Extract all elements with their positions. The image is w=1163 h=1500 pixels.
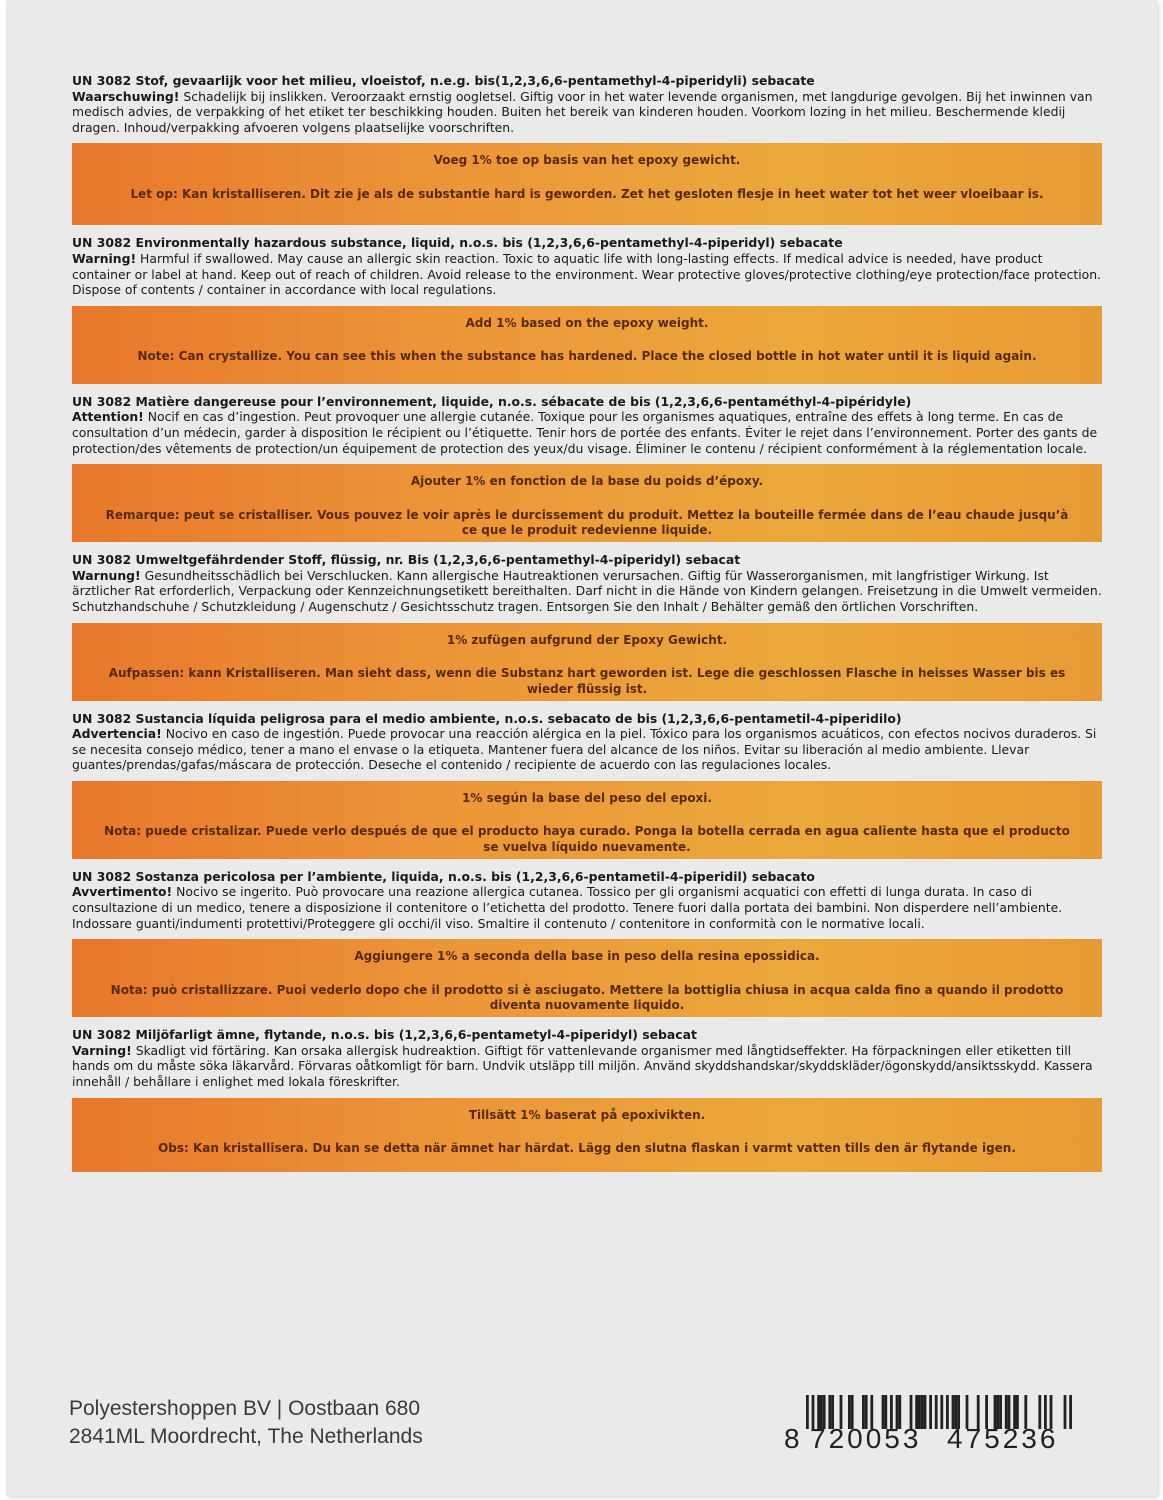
ean-barcode [784,1395,1084,1459]
usage-band-nl [72,143,1102,225]
hazard-statement-fr [72,394,1102,456]
usage-band-en [72,306,1102,384]
dosage-text: 1% según la base del peso del epoxi. [462,790,712,805]
warning-label: Warnung! [72,567,141,583]
hazard-statement-it [72,869,1102,931]
hazard-title: UN 3082 Miljöfarligt ämne, flytande, n.o.s. bis (1,2,3,6,6-pentametyl-4-piperidyl) sebacat [72,1027,697,1043]
barcode-bar [806,1395,809,1429]
usage-band-fr [72,464,1102,542]
hazard-text [72,726,1102,773]
warning-label: Warning! [72,250,137,266]
warning-text: Harmful if swallowed. May cause an allergic skin reaction. Toxic to aquatic life with long-lasting effects. If medical advice is needed, have product container or label at hand. Keep out of reach of children. Avoid release to the environment. Wear protective gloves/protective clothing/eye protection/face protection. Dispose of contents / container in accordance with local regulations. [72,250,1102,298]
hazard-statement-sv [72,1027,1102,1089]
crystallize-note: Nota: puede cristalizar. Puede verlo después de que el producto haya curado. Ponga la botella cerrada en agua caliente hasta que el producto se vuelva líquido nuevamente. [104,824,1070,854]
crystallize-note: Aufpassen: kann Kristalliseren. Man sieht dass, wenn die Substanz hart geworden ist. Lege die geschlossen Flasche in heisses Wasser bis es wieder flüssig ist. [108,666,1066,696]
barcode-bar [940,1395,943,1429]
warning-text: Nocif en cas d’ingestion. Peut provoquer une allergie cutanée. Toxique pour les organismes aquatiques, entraîne des effets à long terme. En cas de consultation d’un médecin, garder à disposition le récipient ou l’étiquette. Tenir hors de portée des enfants. Éviter le rejet dans l’environnement. Porter des gants de protection/des vêtements de protection/un équipement de protection des yeux/du visage. Éliminer le contenu / récipient conformément à la réglementation locale. [72,409,1098,456]
barcode-lead-digit: 8 [784,1423,800,1454]
hazard-text [72,89,1102,136]
usage-band-de [72,623,1102,701]
warning-label: Varning! [72,1042,132,1058]
barcode-bar [929,1395,932,1429]
barcode-bar [1069,1395,1072,1429]
barcode-bar [935,1395,938,1429]
warning-text: Nocivo se ingerito. Può provocare una reazione allergica cutanea. Tossico per gli organismi acquatici con effetti di lunga durata. In caso di consultazione di un medico, tenere a disposizione il contenitore o l’etichetta del prodotto. Tenere fuori dalla portata dei bambini. Non disperdere nell’ambiente. Indossare guanti/indumenti protettivi/Proteggere gli occhi/il viso. Smaltire il contenuto / contenitore in conformità con le normative locali. [72,884,1063,931]
hazard-statement-es [72,711,1102,773]
dosage-text: Voeg 1% toe op basis van het epoxy gewicht. [433,153,741,168]
usage-band-sv [72,1098,1102,1172]
usage-band-es [72,781,1102,859]
hazard-statement-en [72,235,1102,297]
hazard-content [72,73,1102,1182]
dosage-text: Aggiungere 1% a seconda della base in peso della resina epossidica. [354,949,820,964]
label-card [6,0,1157,1496]
hazard-statement-de [72,552,1102,614]
warning-label: Advertencia! [72,726,162,742]
barcode-bar [1064,1395,1067,1429]
crystallize-note: Let op: Kan kristalliseren. Dit zie je als de substantie hard is geworden. Zet het gesloten flesje in heet water tot het weer vloeibaar is. [130,186,1044,201]
hazard-title: UN 3082 Matière dangereuse pour l’environnement, liquide, n.o.s. sébacate de bis (1,2,3,6,6-pentaméthyl-4-pipéridyle) [72,393,912,409]
dosage-text: Add 1% based on the epoxy weight. [465,315,709,330]
crystallize-note: Obs: Kan kristallisera. Du kan se detta när ämnet har härdat. Lägg den slutna flaskan i varmt vatten tills den är flytande igen. [158,1141,1016,1156]
hazard-title: UN 3082 Umweltgefährdender Stoff, flüssig, nr. Bis (1,2,3,6,6-pentamethyl-4-piperidyl) sebacat [72,552,741,568]
dosage-text: Tillsätt 1% baserat på epoxivikten. [468,1107,706,1122]
warning-text: Nocivo en caso de ingestión. Puede provocar una reacción alérgica en la piel. Tóxico para los organismos acuáticos, con efectos nocivos duraderos. Si se necesita consejo médico, tener a mano el envase o la etiqueta. Mantener fuera del alcance de los niños. Evitar su liberación al medio ambiente. Llevar guantes/prendas/gafas/máscara de protección. Deseche el contenido / recipiente de acuerdo con las regulaciones locales. [72,726,1097,773]
barcode-bar [924,1395,927,1429]
hazard-text [72,1043,1102,1090]
address-line-1: Polyestershoppen BV | Oostbaan 680 [69,1397,421,1420]
warning-label: Waarschuwing! [72,88,180,104]
crystallize-note: Remarque: peut se cristalliser. Vous pouvez le voir après le durcissement du produit. Mettez la bouteille fermée dans de l’eau chaude jusqu’à ce que le produit redevienne liquide. [105,507,1069,538]
dosage-text: Ajouter 1% en fonction de la base du poids d’époxy. [410,474,764,489]
barcode-left-group: 720053 [810,1423,922,1454]
warning-label: Avvertimento! [72,884,173,900]
warning-text: Gesundheitsschädlich bei Verschlucken. Kann allergische Hautreaktionen verursachen. Giftig für Wasserorganismen, mit langfristiger Wirkung. Ist ärztlicher Rat erforderlich, Verpackung oder Kennzeichnungsetikett bereithalten. Darf nicht in die Hände von Kindern gelangen. Freisetzung in die Umwelt vermeiden. Schutzhandschuhe / Schutzkleidung / Augenschutz / Gesichtsschutz tragen. Entsorgen Sie den Inhalt / Behälter gemäß den örtlichen Vorschriften. [72,567,1102,614]
address-line-2: 2841ML Moordrecht, The Netherlands [69,1425,423,1448]
hazard-title: UN 3082 Sostanza pericolosa per l’ambiente, liquida, n.o.s. bis (1,2,3,6,6-pentametil-4-piperidil) sebacato [72,868,815,884]
usage-band-it [72,939,1102,1017]
crystallize-note: Nota: può cristallizzare. Puoi vederlo dopo che il prodotto si è asciugato. Mettere la bottiglia chiusa in acqua calda fino a quando il prodotto diventa nuovamente liquido. [110,982,1064,1013]
dosage-text: 1% zufügen aufgrund der Epoxy Gewicht. [446,632,728,647]
warning-label: Attention! [72,409,144,425]
warning-text: Schadelijk bij inslikken. Veroorzaakt ernstig oogletsel. Giftig voor in het water levende organismen, met langdurige gevolgen. Bij het inwinnen van medisch advies, de verpakking of het etiket ter beschikking houden. Buiten het bereik van kinderen houden. Voorkom lozing in het milieu. Beschermende kledij dragen. Inhoud/verpakking afvoeren volgens plaatselijke voorschriften. [72,88,1093,135]
company-address [69,1395,423,1451]
hazard-title: UN 3082 Sustancia líquida peligrosa para el medio ambiente, n.o.s. sebacato de bis (1,2,3,6,6-pentametil-4-piperidilo) [72,710,902,726]
hazard-title: UN 3082 Stof, gevaarlijk voor het milieu, vloeistof, n.e.g. bis(1,2,3,6,6-pentamethyl-4-piperidyli) sebacate [72,73,815,88]
hazard-text [72,884,1102,931]
hazard-text [72,251,1102,298]
hazard-text [72,409,1102,456]
hazard-title: UN 3082 Environmentally hazardous substance, liquid, n.o.s. bis (1,2,3,6,6-pentamethyl-4-piperidyl) sebacate [72,235,843,251]
hazard-statement-nl [72,73,1102,135]
barcode-right-group: 475236 [947,1423,1059,1454]
hazard-text [72,568,1102,615]
warning-text: Skadligt vid förtäring. Kan orsaka allergisk hudreaktion. Giftigt för vattenlevande organismer med långtidseffekter. Ha förpackningen eller etiketten till hands om du måste söka läkarvård. Förvaras oåtkomligt för barn. Undvik utsläpp till miljön. Använd skyddshandskar/skyddskläder/ögonskydd/ansiktsskydd. Kassera innehåll / behållare i enlighet med lokala föreskrifter. [72,1042,1093,1090]
crystallize-note: Note: Can crystallize. You can see this when the substance has hardened. Place the closed bottle in hot water until it is liquid again. [137,349,1037,364]
